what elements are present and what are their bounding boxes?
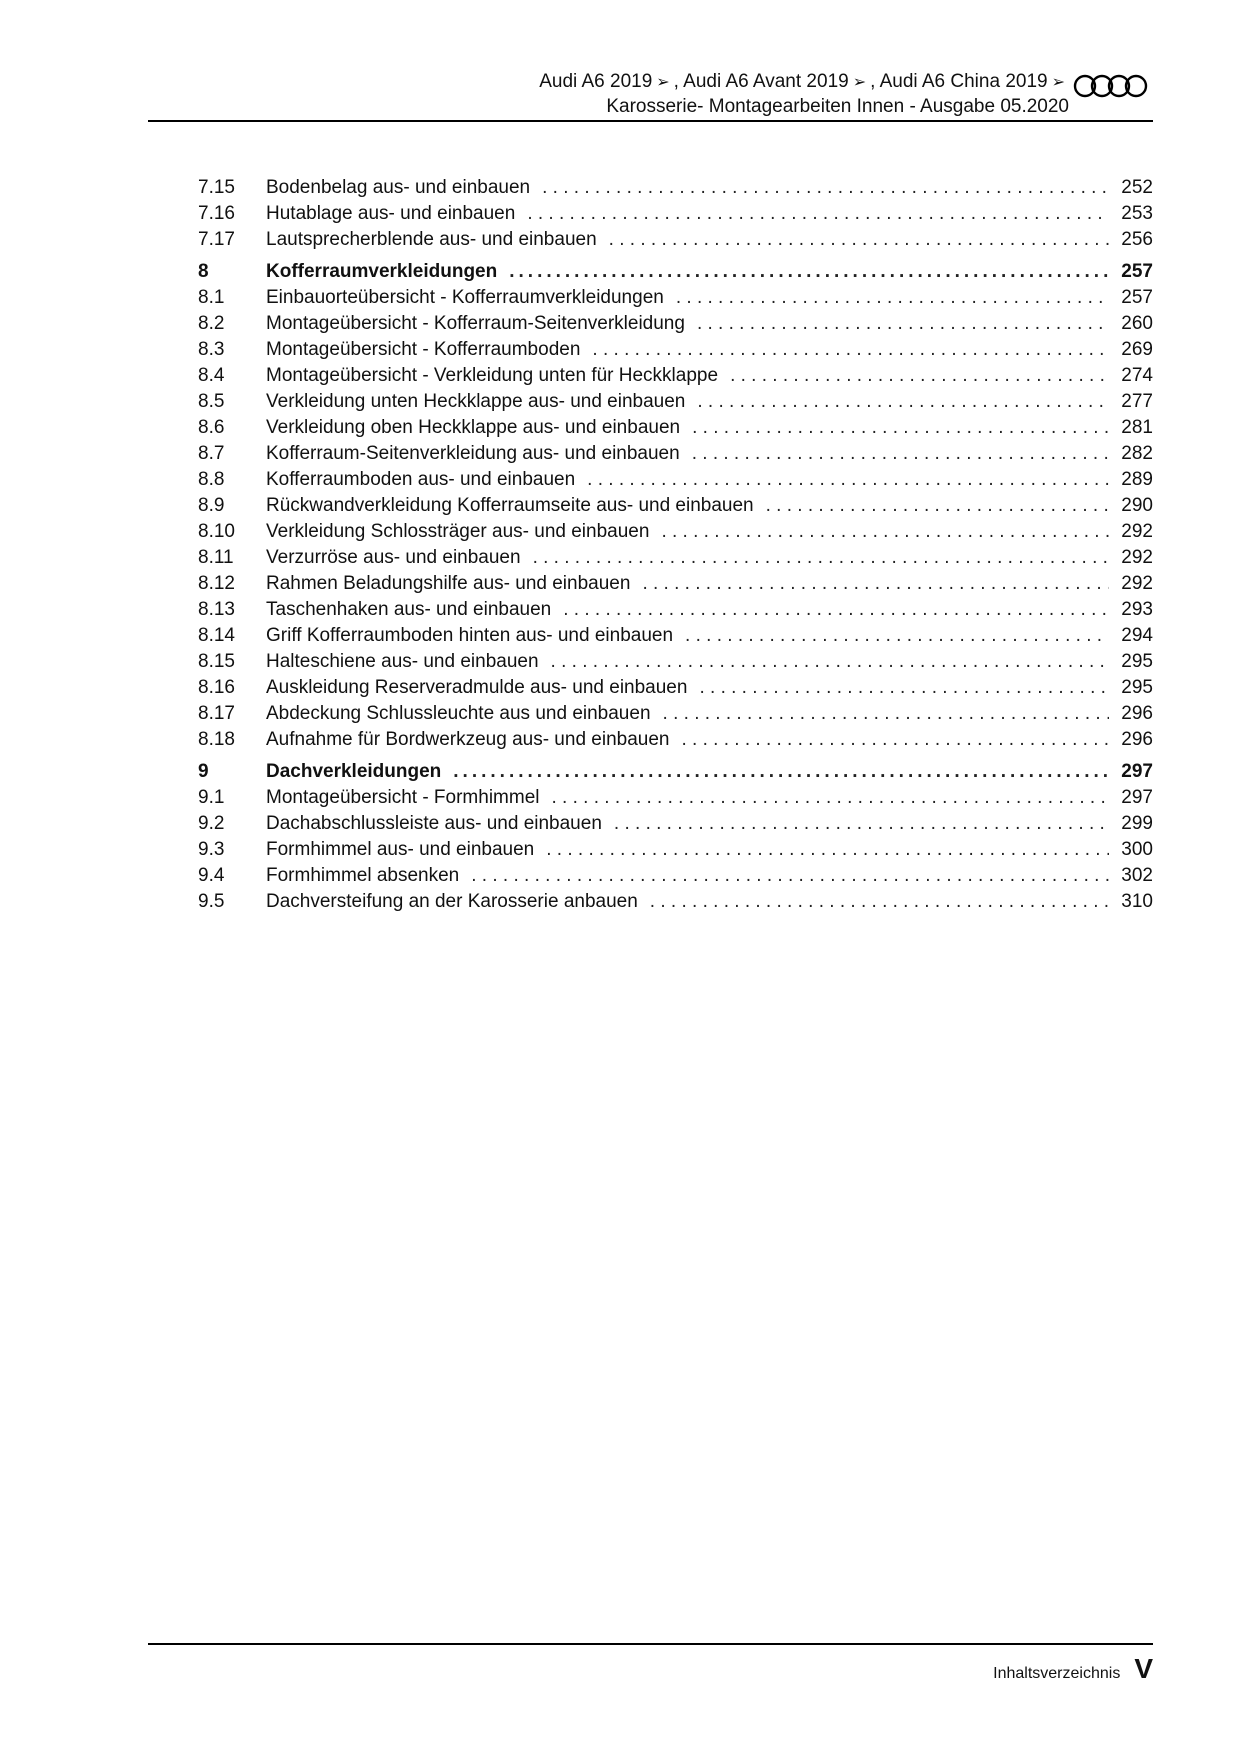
audi-rings-logo-icon xyxy=(1073,74,1149,98)
toc-dot-leader xyxy=(650,889,1109,915)
toc-entry-title: Dachverkleidungen xyxy=(266,761,442,782)
toc-entry-row[interactable] xyxy=(198,889,1153,915)
toc-dot-leader xyxy=(692,415,1109,441)
toc-dot-leader xyxy=(692,441,1109,467)
toc-entry-page: 296 xyxy=(1121,729,1153,750)
toc-dot-leader xyxy=(609,227,1109,253)
toc-entry-page: 252 xyxy=(1121,177,1153,198)
toc-entry-number: 8.7 xyxy=(198,443,225,464)
toc-entry-number: 9 xyxy=(198,761,209,782)
toc-dot-leader xyxy=(471,863,1109,889)
toc-entry-row[interactable] xyxy=(198,785,1153,811)
header-divider xyxy=(148,120,1153,122)
toc-entry-row[interactable] xyxy=(198,363,1153,389)
toc-entry-row[interactable] xyxy=(198,571,1153,597)
toc-dot-leader xyxy=(551,785,1109,811)
toc-entry-page: 310 xyxy=(1121,891,1153,912)
toc-entry-row[interactable] xyxy=(198,519,1153,545)
toc-entry-page: 297 xyxy=(1121,787,1153,808)
toc-entry-title: Bodenbelag aus- und einbauen xyxy=(266,177,531,198)
toc-entry-title: Griff Kofferraumboden hinten aus- und einbauen xyxy=(266,625,674,646)
toc-entry-row[interactable] xyxy=(198,863,1153,889)
toc-entry-title: Halteschiene aus- und einbauen xyxy=(266,651,539,672)
toc-entry-title: Montageübersicht - Verkleidung unten für Heckklappe xyxy=(266,365,719,386)
toc-entry-number: 8.12 xyxy=(198,573,235,594)
toc-entry-title: Verkleidung Schlossträger aus- und einbauen xyxy=(266,521,650,542)
toc-entry-title: Hutablage aus- und einbauen xyxy=(266,203,516,224)
toc-dot-leader xyxy=(766,493,1109,519)
arrow-right-icon: ➢ xyxy=(1051,74,1065,91)
toc-entry-row[interactable] xyxy=(198,493,1153,519)
toc-entry-page: 289 xyxy=(1121,469,1153,490)
toc-entry-page: 294 xyxy=(1121,625,1153,646)
toc-entry-number: 7.15 xyxy=(198,177,235,198)
toc-entry-page: 257 xyxy=(1121,287,1153,308)
page-header xyxy=(148,70,1153,119)
toc-entry-title: Verkleidung oben Heckklappe aus- und einbauen xyxy=(266,417,681,438)
page-footer xyxy=(148,1653,1153,1685)
toc-entry-number: 8.10 xyxy=(198,521,235,542)
toc-entry-row[interactable] xyxy=(198,837,1153,863)
toc-entry-row[interactable] xyxy=(198,597,1153,623)
toc-dot-leader xyxy=(661,519,1109,545)
toc-entry-number: 8.16 xyxy=(198,677,235,698)
toc-entry-page: 292 xyxy=(1121,573,1153,594)
toc-entry-number: 8 xyxy=(198,261,209,282)
toc-entry-number: 8.2 xyxy=(198,313,225,334)
toc-dot-leader xyxy=(676,285,1109,311)
toc-entry-number: 8.13 xyxy=(198,599,235,620)
toc-entry-row[interactable] xyxy=(198,675,1153,701)
toc-entry-row[interactable] xyxy=(198,727,1153,753)
toc-dot-leader xyxy=(527,201,1109,227)
toc-dot-leader xyxy=(533,545,1109,571)
toc-entry-number: 8.9 xyxy=(198,495,225,516)
toc-entry-number: 8.1 xyxy=(198,287,225,308)
toc-dot-leader xyxy=(697,311,1109,337)
toc-entry-title: Montageübersicht - Formhimmel xyxy=(266,787,540,808)
toc-entry-number: 8.6 xyxy=(198,417,225,438)
toc-entry-title: Formhimmel aus- und einbauen xyxy=(266,839,535,860)
toc-chapter-row[interactable] xyxy=(198,759,1153,785)
toc-dot-leader xyxy=(551,649,1109,675)
toc-dot-leader xyxy=(697,389,1109,415)
toc-entry-page: 282 xyxy=(1121,443,1153,464)
toc-entry-page: 299 xyxy=(1121,813,1153,834)
toc-entry-number: 8.17 xyxy=(198,703,235,724)
toc-entry-row[interactable] xyxy=(198,337,1153,363)
toc-entry-row[interactable] xyxy=(198,175,1153,201)
toc-entry-number: 9.5 xyxy=(198,891,225,912)
toc-entry-page: 293 xyxy=(1121,599,1153,620)
toc-entry-title: Aufnahme für Bordwerkzeug aus- und einbauen xyxy=(266,729,670,750)
toc-entry-title: Kofferraumboden aus- und einbauen xyxy=(266,469,576,490)
toc-entry-title: Kofferraumverkleidungen xyxy=(266,261,498,282)
toc-entry-title: Verkleidung unten Heckklappe aus- und einbauen xyxy=(266,391,686,412)
toc-entry-page: 260 xyxy=(1121,313,1153,334)
toc-entry-number: 8.3 xyxy=(198,339,225,360)
toc-entry-page: 253 xyxy=(1121,203,1153,224)
toc-entry-page: 281 xyxy=(1121,417,1153,438)
toc-dot-leader xyxy=(730,363,1109,389)
toc-entry-row[interactable] xyxy=(198,467,1153,493)
toc-group xyxy=(198,175,1153,253)
toc-dot-leader xyxy=(453,759,1109,785)
toc-entry-number: 9.3 xyxy=(198,839,225,860)
toc-entry-number: 8.4 xyxy=(198,365,225,386)
toc-entry-row[interactable] xyxy=(198,545,1153,571)
toc-entry-number: 8.18 xyxy=(198,729,235,750)
toc-entry-title: Montageübersicht - Kofferraum-Seitenverkleidung xyxy=(266,313,685,334)
toc-group xyxy=(198,759,1153,915)
toc-dot-leader xyxy=(663,701,1109,727)
toc-entry-page: 302 xyxy=(1121,865,1153,886)
toc-entry-page: 256 xyxy=(1121,229,1153,250)
toc-entry-row[interactable] xyxy=(198,311,1153,337)
toc-entry-number: 9.2 xyxy=(198,813,225,834)
toc-entry-number: 8.5 xyxy=(198,391,225,412)
toc-entry-page: 292 xyxy=(1121,521,1153,542)
toc-entry-page: 300 xyxy=(1121,839,1153,860)
toc-entry-number: 7.16 xyxy=(198,203,235,224)
arrow-right-icon: ➢ xyxy=(852,74,867,91)
toc-dot-leader xyxy=(587,467,1109,493)
toc-entry-title: Dachabschlussleiste aus- und einbauen xyxy=(266,813,602,834)
toc-entry-number: 9.1 xyxy=(198,787,225,808)
toc-entry-title: Auskleidung Reserveradmulde aus- und einbauen xyxy=(266,677,688,698)
toc-entry-row[interactable] xyxy=(198,441,1153,467)
toc-dot-leader xyxy=(592,337,1109,363)
toc-entry-row[interactable] xyxy=(198,811,1153,837)
footer-section-label: Inhaltsverzeichnis xyxy=(993,1665,1121,1682)
toc-entry-page: 296 xyxy=(1121,703,1153,724)
toc-entry-page: 295 xyxy=(1121,651,1153,672)
header-model-2: , Audi A6 Avant 2019 xyxy=(673,71,849,92)
toc-entry-number: 7.17 xyxy=(198,229,235,250)
table-of-contents xyxy=(198,175,1153,921)
header-subtitle: Karosserie- Montagearbeiten Innen - Ausgabe 05.2020 xyxy=(606,96,1069,117)
toc-entry-title: Einbauorteübersicht - Kofferraumverkleidungen xyxy=(266,287,664,308)
toc-dot-leader xyxy=(681,727,1109,753)
toc-entry-page: 269 xyxy=(1121,339,1153,360)
toc-entry-title: Rückwandverkleidung Kofferraumseite aus- und einbauen xyxy=(266,495,754,516)
toc-entry-row[interactable] xyxy=(198,389,1153,415)
toc-entry-title: Kofferraum-Seitenverkleidung aus- und einbauen xyxy=(266,443,680,464)
toc-entry-title: Dachversteifung an der Karosserie anbauen xyxy=(266,891,638,912)
toc-entry-row[interactable] xyxy=(198,227,1153,253)
toc-entry-page: 295 xyxy=(1121,677,1153,698)
toc-entry-number: 8.14 xyxy=(198,625,235,646)
toc-entry-page: 277 xyxy=(1121,391,1153,412)
toc-entry-page: 297 xyxy=(1121,761,1153,782)
toc-dot-leader xyxy=(642,571,1109,597)
toc-entry-number: 9.4 xyxy=(198,865,225,886)
toc-entry-page: 292 xyxy=(1121,547,1153,568)
header-model-3: , Audi A6 China 2019 xyxy=(870,71,1048,92)
toc-entry-title: Taschenhaken aus- und einbauen xyxy=(266,599,552,620)
toc-dot-leader xyxy=(542,175,1109,201)
toc-entry-row[interactable] xyxy=(198,649,1153,675)
toc-entry-row[interactable] xyxy=(198,285,1153,311)
toc-dot-leader xyxy=(699,675,1109,701)
toc-entry-row[interactable] xyxy=(198,201,1153,227)
toc-entry-title: Rahmen Beladungshilfe aus- und einbauen xyxy=(266,573,631,594)
toc-entry-title: Lautsprecherblende aus- und einbauen xyxy=(266,229,597,250)
footer-page-number: V xyxy=(1134,1653,1153,1684)
toc-entry-title: Montageübersicht - Kofferraumboden xyxy=(266,339,581,360)
toc-dot-leader xyxy=(546,837,1109,863)
toc-entry-row[interactable] xyxy=(198,623,1153,649)
toc-entry-row[interactable] xyxy=(198,701,1153,727)
toc-entry-title: Abdeckung Schlussleuchte aus und einbauen xyxy=(266,703,651,724)
header-model-1: Audi A6 2019 xyxy=(539,71,653,92)
toc-dot-leader xyxy=(685,623,1109,649)
toc-entry-page: 274 xyxy=(1121,365,1153,386)
toc-entry-number: 8.8 xyxy=(198,469,225,490)
toc-chapter-row[interactable] xyxy=(198,259,1153,285)
toc-entry-row[interactable] xyxy=(198,415,1153,441)
toc-entry-page: 257 xyxy=(1121,261,1153,282)
toc-entry-title: Formhimmel absenken xyxy=(266,865,460,886)
toc-entry-page: 290 xyxy=(1121,495,1153,516)
toc-dot-leader xyxy=(563,597,1109,623)
toc-dot-leader xyxy=(614,811,1109,837)
toc-entry-number: 8.11 xyxy=(198,547,234,568)
toc-dot-leader xyxy=(509,259,1109,285)
footer-divider xyxy=(148,1643,1153,1645)
toc-entry-number: 8.15 xyxy=(198,651,235,672)
arrow-right-icon: ➢ xyxy=(656,74,670,91)
header-model-line xyxy=(148,70,1153,95)
toc-entry-title: Verzurröse aus- und einbauen xyxy=(266,547,521,568)
toc-group xyxy=(198,259,1153,753)
